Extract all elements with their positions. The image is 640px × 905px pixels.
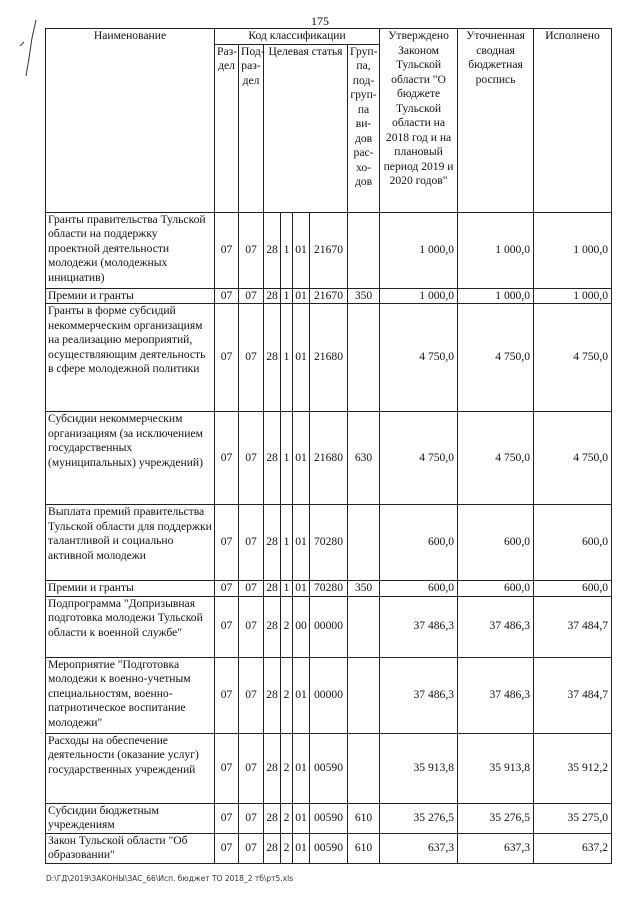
row-executed: 37 484,7 <box>534 596 612 657</box>
row-refined: 35 913,8 <box>458 733 534 803</box>
row-subprogram: 2 <box>281 833 293 863</box>
row-subsection: 07 <box>239 412 264 505</box>
header-approved: Утверждено Законом Тульской области "О бюджете Тульской области на 2018 год и на плановый период 2019 и 2020 годов" <box>380 29 458 213</box>
row-name: Субсидии некоммерческим организациям (за исключением государственных (муниципальных) учреждений) <box>46 412 215 505</box>
row-expense-group: 350 <box>348 288 380 304</box>
row-refined: 35 276,5 <box>458 803 534 833</box>
row-event: 01 <box>293 657 310 733</box>
row-approved: 35 276,5 <box>380 803 458 833</box>
row-section: 07 <box>215 212 239 288</box>
row-expense-group <box>348 304 380 412</box>
row-subprogram: 1 <box>281 304 293 412</box>
row-subprogram: 1 <box>281 581 293 597</box>
row-program: 28 <box>264 803 281 833</box>
row-direction: 00000 <box>310 596 348 657</box>
row-expense-group <box>348 657 380 733</box>
row-expense-group <box>348 733 380 803</box>
row-refined: 1 000,0 <box>458 212 534 288</box>
row-expense-group <box>348 596 380 657</box>
row-event: 00 <box>293 596 310 657</box>
table-body <box>46 212 612 863</box>
row-direction: 00000 <box>310 657 348 733</box>
row-direction: 70280 <box>310 505 348 581</box>
row-section: 07 <box>215 803 239 833</box>
row-refined: 4 750,0 <box>458 412 534 505</box>
row-refined: 37 486,3 <box>458 657 534 733</box>
row-subprogram: 2 <box>281 733 293 803</box>
row-name: Закон Тульской области "Об образовании" <box>46 833 215 863</box>
table-row <box>46 657 612 733</box>
row-refined: 600,0 <box>458 505 534 581</box>
row-subsection: 07 <box>239 505 264 581</box>
header-section: Раз-дел <box>215 44 239 212</box>
row-executed: 637,2 <box>534 833 612 863</box>
row-event: 01 <box>293 212 310 288</box>
margin-pen-mark <box>14 18 44 78</box>
page-number: 175 <box>311 14 329 28</box>
row-expense-group: 350 <box>348 581 380 597</box>
row-section: 07 <box>215 304 239 412</box>
row-direction: 00590 <box>310 833 348 863</box>
header-refined: Уточненная сводная бюджетная роспись <box>458 29 534 213</box>
row-executed: 35 275,0 <box>534 803 612 833</box>
row-executed: 37 484,7 <box>534 657 612 733</box>
row-subsection: 07 <box>239 657 264 733</box>
row-section: 07 <box>215 733 239 803</box>
row-approved: 4 750,0 <box>380 304 458 412</box>
table-row <box>46 596 612 657</box>
row-approved: 600,0 <box>380 505 458 581</box>
row-event: 01 <box>293 505 310 581</box>
row-direction: 21680 <box>310 304 348 412</box>
row-section: 07 <box>215 833 239 863</box>
row-event: 01 <box>293 833 310 863</box>
row-name: Премии и гранты <box>46 288 215 304</box>
row-approved: 37 486,3 <box>380 596 458 657</box>
table-row <box>46 212 612 288</box>
row-executed: 35 912,2 <box>534 733 612 803</box>
row-refined: 600,0 <box>458 581 534 597</box>
row-subprogram: 1 <box>281 288 293 304</box>
row-approved: 4 750,0 <box>380 412 458 505</box>
table-row <box>46 833 612 863</box>
row-name: Подпрограмма "Допризывная подготовка молодежи Тульской области к военной службе" <box>46 596 215 657</box>
row-name: Мероприятие "Подготовка молодежи к военно-учетным специальностям, военно-патриотическое воспитание молодежи" <box>46 657 215 733</box>
row-program: 28 <box>264 596 281 657</box>
row-subsection: 07 <box>239 803 264 833</box>
row-approved: 1 000,0 <box>380 212 458 288</box>
row-program: 28 <box>264 412 281 505</box>
row-name: Выплата премий правительства Тульской области для поддержки талантливой и социально активной молодежи <box>46 505 215 581</box>
row-subprogram: 2 <box>281 596 293 657</box>
row-expense-group <box>348 505 380 581</box>
row-executed: 600,0 <box>534 581 612 597</box>
row-direction: 00590 <box>310 803 348 833</box>
row-program: 28 <box>264 288 281 304</box>
header-code-classification: Код классификации <box>215 29 380 45</box>
row-name: Субсидии бюджетным учреждениям <box>46 803 215 833</box>
row-approved: 35 913,8 <box>380 733 458 803</box>
row-program: 28 <box>264 505 281 581</box>
table-row <box>46 733 612 803</box>
row-program: 28 <box>264 212 281 288</box>
row-refined: 1 000,0 <box>458 288 534 304</box>
row-approved: 1 000,0 <box>380 288 458 304</box>
header-executed: Исполнено <box>534 29 612 213</box>
row-event: 01 <box>293 288 310 304</box>
row-section: 07 <box>215 657 239 733</box>
row-section: 07 <box>215 412 239 505</box>
row-subprogram: 2 <box>281 803 293 833</box>
header-name: Наименование <box>46 29 215 213</box>
row-direction: 21670 <box>310 288 348 304</box>
header-target-article: Целевая статья <box>264 44 348 212</box>
row-direction: 70280 <box>310 581 348 597</box>
row-expense-group <box>348 212 380 288</box>
budget-table <box>45 28 612 864</box>
row-executed: 4 750,0 <box>534 412 612 505</box>
row-refined: 637,3 <box>458 833 534 863</box>
row-approved: 600,0 <box>380 581 458 597</box>
row-executed: 1 000,0 <box>534 288 612 304</box>
row-executed: 4 750,0 <box>534 304 612 412</box>
row-section: 07 <box>215 505 239 581</box>
row-name: Гранты в форме субсидий некоммерческим организациям на реализацию мероприятий, осуществляющим деятельность в сфере молодежной политики <box>46 304 215 412</box>
row-subsection: 07 <box>239 212 264 288</box>
row-expense-group: 610 <box>348 803 380 833</box>
row-subprogram: 1 <box>281 212 293 288</box>
row-program: 28 <box>264 304 281 412</box>
header-expense-group: Груп-па, под-груп-па ви-дов рас-хо-дов <box>348 44 380 212</box>
row-subsection: 07 <box>239 596 264 657</box>
row-approved: 637,3 <box>380 833 458 863</box>
table-row <box>46 505 612 581</box>
row-subsection: 07 <box>239 581 264 597</box>
row-subprogram: 1 <box>281 412 293 505</box>
row-direction: 21670 <box>310 212 348 288</box>
table-row <box>46 288 612 304</box>
row-subsection: 07 <box>239 733 264 803</box>
row-section: 07 <box>215 581 239 597</box>
row-subsection: 07 <box>239 304 264 412</box>
row-event: 01 <box>293 581 310 597</box>
row-program: 28 <box>264 581 281 597</box>
row-approved: 37 486,3 <box>380 657 458 733</box>
row-refined: 37 486,3 <box>458 596 534 657</box>
row-section: 07 <box>215 596 239 657</box>
table-row <box>46 803 612 833</box>
row-expense-group: 630 <box>348 412 380 505</box>
file-path-footer: D:\ГД\2019\ЗАКОНЫ\ЗАС_66\Исп. бюджет ТО 2018_2 тб\рт5.xls <box>46 874 294 883</box>
row-event: 01 <box>293 803 310 833</box>
row-program: 28 <box>264 833 281 863</box>
row-refined: 4 750,0 <box>458 304 534 412</box>
row-section: 07 <box>215 288 239 304</box>
row-subprogram: 1 <box>281 505 293 581</box>
row-executed: 600,0 <box>534 505 612 581</box>
row-direction: 00590 <box>310 733 348 803</box>
row-expense-group: 610 <box>348 833 380 863</box>
row-program: 28 <box>264 733 281 803</box>
row-direction: 21680 <box>310 412 348 505</box>
table-row <box>46 581 612 597</box>
row-subprogram: 2 <box>281 657 293 733</box>
row-event: 01 <box>293 304 310 412</box>
row-name: Расходы на обеспечение деятельности (оказание услуг) государственных учреждений <box>46 733 215 803</box>
header-subsection: Под-раз-дел <box>239 44 264 212</box>
row-event: 01 <box>293 412 310 505</box>
row-subsection: 07 <box>239 288 264 304</box>
row-subsection: 07 <box>239 833 264 863</box>
row-name: Премии и гранты <box>46 581 215 597</box>
row-program: 28 <box>264 657 281 733</box>
table-row <box>46 304 612 412</box>
row-event: 01 <box>293 733 310 803</box>
row-executed: 1 000,0 <box>534 212 612 288</box>
row-name: Гранты правительства Тульской области на поддержку проектной деятельности молодежи (молодежных инициатив) <box>46 212 215 288</box>
table-row <box>46 412 612 505</box>
